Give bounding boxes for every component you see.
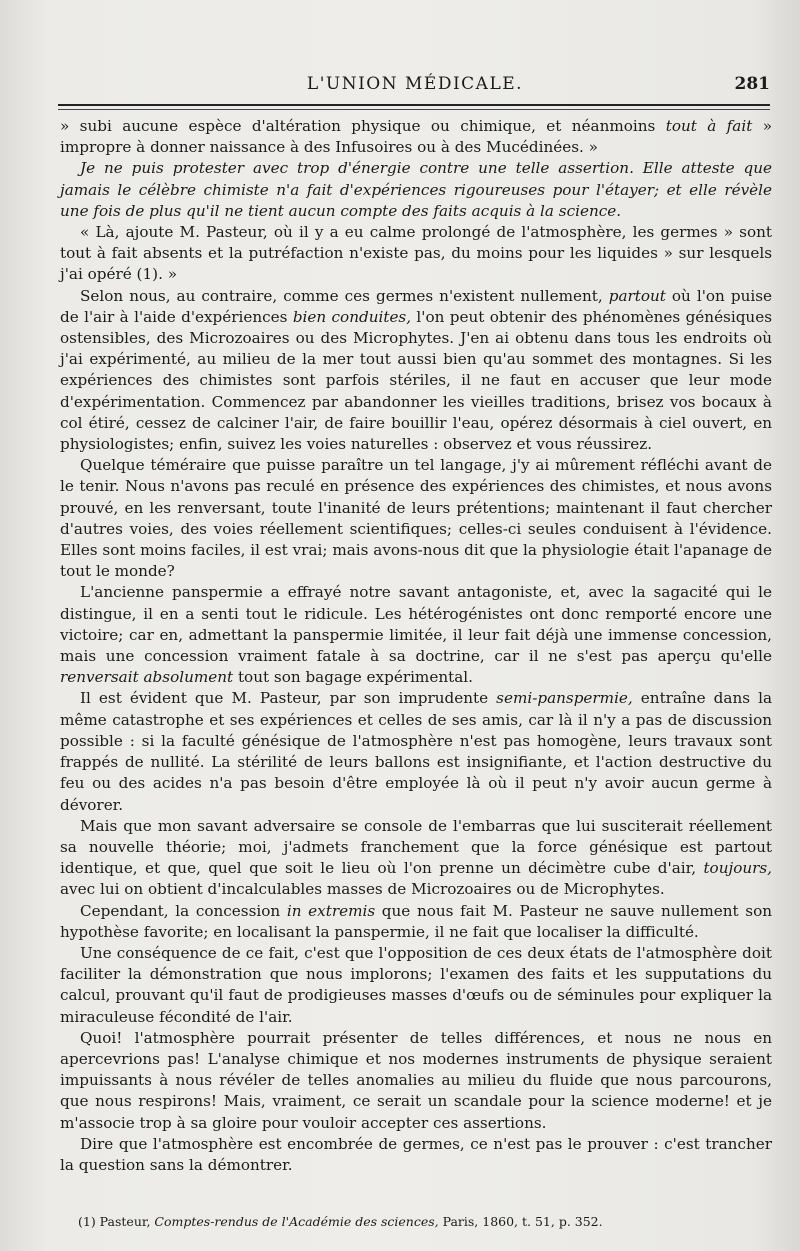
italic-run: tout à fait	[665, 117, 753, 135]
text-run: » impropre à donner naissance à des Infusoires ou à des Mucédinées. »	[60, 117, 772, 157]
text-run: l'on peut obtenir des phénomènes génésiques ostensibles, des Microzoaires ou des Microphytes. J'en ai obtenu dans tous les endroits où j'ai expérimenté, au milieu de la mer tout aussi bien qu'au sommet des montagnes. Si les expériences des chimistes sont parfois stériles, il ne faut en accuser que leur mode d'expérimentation. Commencez par abandonner les vieilles traditions, brisez vos bocaux à col étiré, cessez de calciner l'air, de faire bouillir l'eau, opérez désormais à ciel ouvert, en physiologistes; enfin, suivez les voies naturelles : observez et vous réussirez.	[60, 307, 772, 454]
text-run: Quelque téméraire que puisse paraître un tel langage, j'y ai mûrement réfléchi avant de le tenir. Nous n'avons pas reculé en présence des expériences des chimistes, et nous avons prouvé, en les renversant, toute l'inanité de leurs prétentions; maintenant il faut chercher d'autres voies, des voies réellement scientifiques; celles-ci seules conduisent à l'évidence. Elles sont moins faciles, il est vrai; mais avons-nous dit que la physiologie était l'apanage de tout le monde?	[60, 456, 772, 581]
page-header	[60, 74, 770, 100]
text-run: L'ancienne panspermie a effrayé notre savant antagoniste, et, avec la sagacité qui le distingue, il en a senti tout le ridicule. Les hétérogénistes ont donc remporté encore une victoire; car en, admettant la panspermie limitée, il leur fait déjà une immense concession, mais une concession vraiment fatale à sa doctrine, car il ne s'est pas aperçu qu'elle	[60, 583, 772, 666]
paragraph	[60, 158, 772, 222]
text-run: où l'on puise de l'air à l'aide d'expériences	[60, 286, 772, 326]
italic-run: semi-panspermie,	[496, 689, 633, 708]
running-title: L'UNION MÉDICALE.	[306, 74, 524, 94]
paragraph	[60, 688, 772, 815]
text-run: Paris, 1860, t. 51, p. 352.	[438, 1214, 603, 1229]
italic-run: in extremis	[286, 901, 376, 920]
italic-run: toujours,	[703, 859, 772, 878]
italic-run: bien conduites,	[292, 307, 412, 326]
text-run: que nous fait M. Pasteur ne sauve nullement son hypothèse favorite; en localisant la panspermie, il ne fait que localiser la difficulté.	[60, 901, 772, 941]
text-run: Mais que mon savant adversaire se console de l'embarras que lui susciterait réellement sa nouvelle théorie; moi, j'admets franchement que la force génésique est partout identique, et que, quel que soit le lieu où l'on prenne un décimètre cube d'air,	[60, 816, 772, 878]
paragraph	[60, 943, 772, 1028]
text-run: Cependant, la concession	[80, 901, 287, 920]
paragraph	[60, 1134, 772, 1176]
text-run: entraîne dans la même catastrophe et ses expériences et celles de ses amis, car là il n'y a pas de discussion possible : si la faculté génésique de l'atmosphère n'est pas homogène, leurs travaux sont frappés de nullité. La stérilité de leurs ballons est insignifiante, et l'action destructive du feu ou des acides n'a pas besoin d'être employée là où il peut n'y avoir aucun germe à dévorer.	[60, 689, 772, 814]
paragraph	[60, 116, 772, 158]
text-run: Dire que l'atmosphère est encombrée de germes, ce n'est pas le prouver : c'est trancher la question sans la démontrer.	[60, 1134, 772, 1174]
text-run: avec lui on obtient d'incalculables masses de Microzoaires ou de Microphytes.	[60, 880, 665, 899]
paragraph	[60, 286, 772, 456]
text-run: Quoi! l'atmosphère pourrait présenter de telles différences, et nous ne nous en apercevrions pas! L'analyse chimique et nos modernes instruments de physique seraient impuissants à nous révéler de telles anomalies au milieu du fluide que nous parcourons, que nous respirons! Mais, vraiment, ce serait un scandale pour la science moderne! et je m'associe trop à sa gloire pour vouloir accepter ces assertions.	[60, 1028, 772, 1132]
text-run: Selon nous, au contraire, comme ces germes n'existent nullement,	[80, 286, 609, 305]
text-run: (1) Pasteur,	[78, 1214, 155, 1229]
text-run: « Là, ajoute M. Pasteur, où il y a eu calme prolongé de l'atmosphère, les germes » sont tout à fait absents et la putréfaction n'existe pas, du moins pour les liquides » sur lesquels j'ai opéré (1). »	[60, 223, 772, 284]
text-run: Il est évident que M. Pasteur, par son imprudente	[80, 689, 497, 708]
text-run: Une conséquence de ce fait, c'est que l'opposition de ces deux états de l'atmosphère doit faciliter la démonstration que nous implorons; l'examen des faits et les supputations du calcul, prouvant qu'il faut de prodigieuses masses d'œufs ou de séminules pour expliquer la miraculeuse fécondité de l'air.	[60, 943, 772, 1026]
paragraph	[60, 816, 772, 901]
footnote	[78, 1214, 768, 1230]
body-text	[60, 116, 772, 1176]
header-rule-thin	[58, 109, 770, 110]
text-run: » subi aucune espèce d'altération physique ou chimique, et néanmoins	[60, 117, 666, 135]
paragraph	[60, 901, 772, 943]
italic-run: Comptes-rendus de l'Académie des sciences,	[154, 1214, 439, 1229]
paragraph	[60, 582, 772, 688]
header-rule-thick	[58, 104, 770, 106]
page-number: 281	[734, 74, 770, 94]
italic-run: partout	[608, 286, 666, 305]
italic-run: renversait absolument	[60, 668, 234, 687]
text-run: tout son bagage expérimental.	[233, 668, 473, 687]
paragraph	[60, 222, 772, 286]
italic-run: Je ne puis protester avec trop d'énergie contre une telle assertion. Elle atteste que jamais le célèbre chimiste n'a fait d'expériences rigoureuses pour l'étayer; et elle révèle une fois de plus qu'il ne tient aucun compte des faits acquis à la science.	[60, 159, 772, 220]
paragraph	[60, 1028, 772, 1134]
paragraph	[60, 455, 772, 582]
